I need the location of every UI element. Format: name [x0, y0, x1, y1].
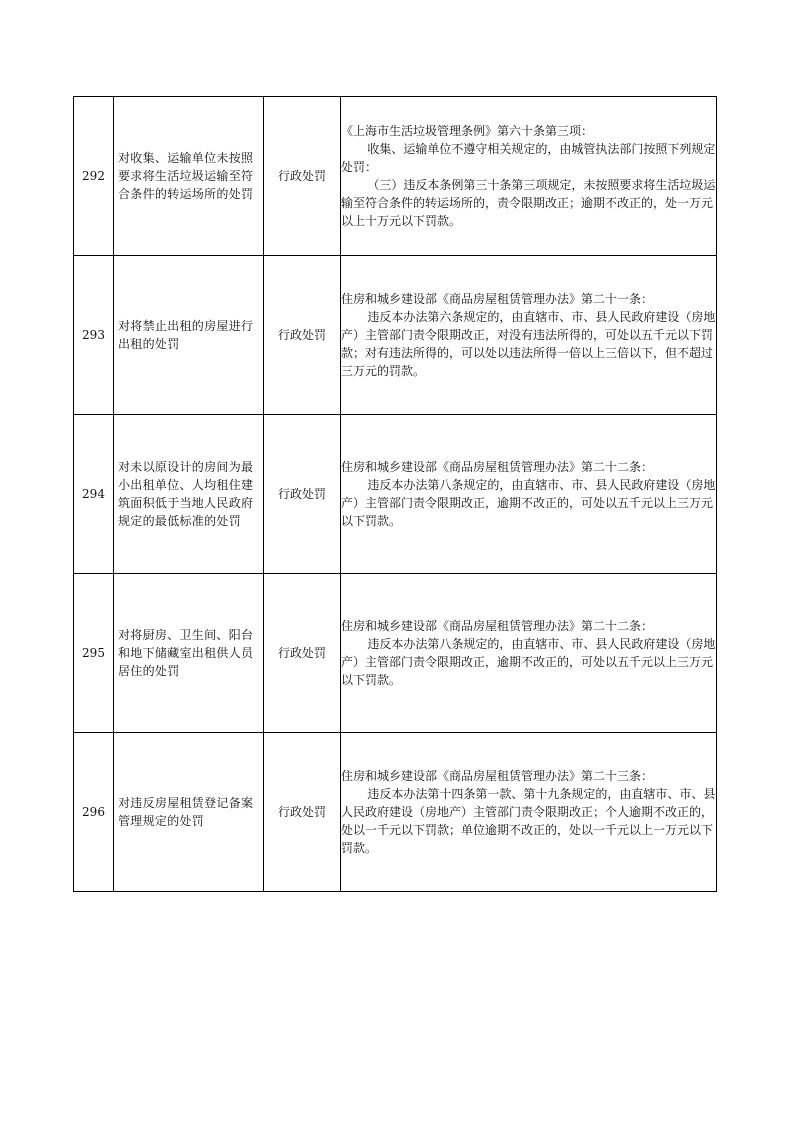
item-name: 对未以原设计的房间为最小出租单位、人均租住建筑面积低于当地人民政府规定的最低标准的处罚: [118, 460, 254, 528]
row-number: 293: [74, 256, 114, 415]
item-name-cell: [114, 733, 264, 892]
legal-basis-cell: [341, 733, 717, 892]
penalty-table: [73, 96, 717, 892]
item-name: 对违反房屋租赁登记备案管理规定的处罚: [118, 796, 254, 828]
item-name: 对将禁止出租的房屋进行出租的处罚: [118, 319, 254, 351]
table-row: [74, 97, 717, 256]
legal-basis-cell: [341, 97, 717, 256]
penalty-type: 行政处罚: [264, 574, 341, 733]
row-number: 295: [74, 574, 114, 733]
item-name-cell: [114, 256, 264, 415]
row-number: 292: [74, 97, 114, 256]
row-number: 294: [74, 415, 114, 574]
penalty-type: 行政处罚: [264, 97, 341, 256]
legal-basis-text: 违反本办法第八条规定的，由直辖市、市、县人民政府建设（房地产）主管部门责令限期改正，逾期不改正的，可处以五千元以上三万元以下罚款。: [341, 478, 716, 528]
penalty-type: 行政处罚: [264, 733, 341, 892]
penalty-table-body: [74, 97, 717, 892]
legal-basis-text: 违反本办法第六条规定的，由直辖市、市、县人民政府建设（房地产）主管部门责令限期改正，对没有违法所得的，可处以五千元以下罚款；对有违法所得的，可以处以违法所得一倍以上三倍以下，但不超过三万元的罚款。: [341, 310, 716, 378]
table-row: [74, 733, 717, 892]
legal-basis-text: （三）违反本条例第三十条第三项规定，未按照要求将生活垃圾运输至符合条件的转运场所的，责令限期改正；逾期不改正的，处一万元以上十万元以下罚款。: [341, 178, 716, 228]
legal-basis-text: 违反本办法第十四条第一款、第十九条规定的，由直辖市、市、县人民政府建设（房地产）主管部门责令限期改正；个人逾期不改正的，处以一千元以下罚款；单位逾期不改正的，处以一千元以上一万元以下罚款。: [341, 787, 716, 855]
legal-basis-cell: [341, 574, 717, 733]
table-row: [74, 415, 717, 574]
item-name: 对收集、运输单位未按照要求将生活垃圾运输至符合条件的转运场所的处罚: [118, 151, 254, 201]
penalty-type: 行政处罚: [264, 415, 341, 574]
legal-basis-source: 《上海市生活垃圾管理条例》第六十条第三项：: [341, 124, 594, 138]
table-row: [74, 256, 717, 415]
legal-basis-source: 住房和城乡建设部《商品房屋租赁管理办法》第二十一条：: [341, 292, 654, 306]
item-name-cell: [114, 97, 264, 256]
legal-basis-text: 收集、运输单位不遵守相关规定的，由城管执法部门按照下列规定处罚：: [341, 142, 716, 174]
item-name: 对将厨房、卫生间、阳台和地下储藏室出租供人员居住的处罚: [118, 628, 254, 678]
legal-basis-source: 住房和城乡建设部《商品房屋租赁管理办法》第二十二条：: [341, 619, 654, 633]
legal-basis-cell: [341, 415, 717, 574]
item-name-cell: [114, 415, 264, 574]
legal-basis-cell: [341, 256, 717, 415]
item-name-cell: [114, 574, 264, 733]
table-row: [74, 574, 717, 733]
legal-basis-source: 住房和城乡建设部《商品房屋租赁管理办法》第二十二条：: [341, 460, 654, 474]
legal-basis-source: 住房和城乡建设部《商品房屋租赁管理办法》第二十三条：: [341, 769, 654, 783]
legal-basis-text: 违反本办法第八条规定的，由直辖市、市、县人民政府建设（房地产）主管部门责令限期改正，逾期不改正的，可处以五千元以上三万元以下罚款。: [341, 637, 716, 687]
row-number: 296: [74, 733, 114, 892]
penalty-type: 行政处罚: [264, 256, 341, 415]
